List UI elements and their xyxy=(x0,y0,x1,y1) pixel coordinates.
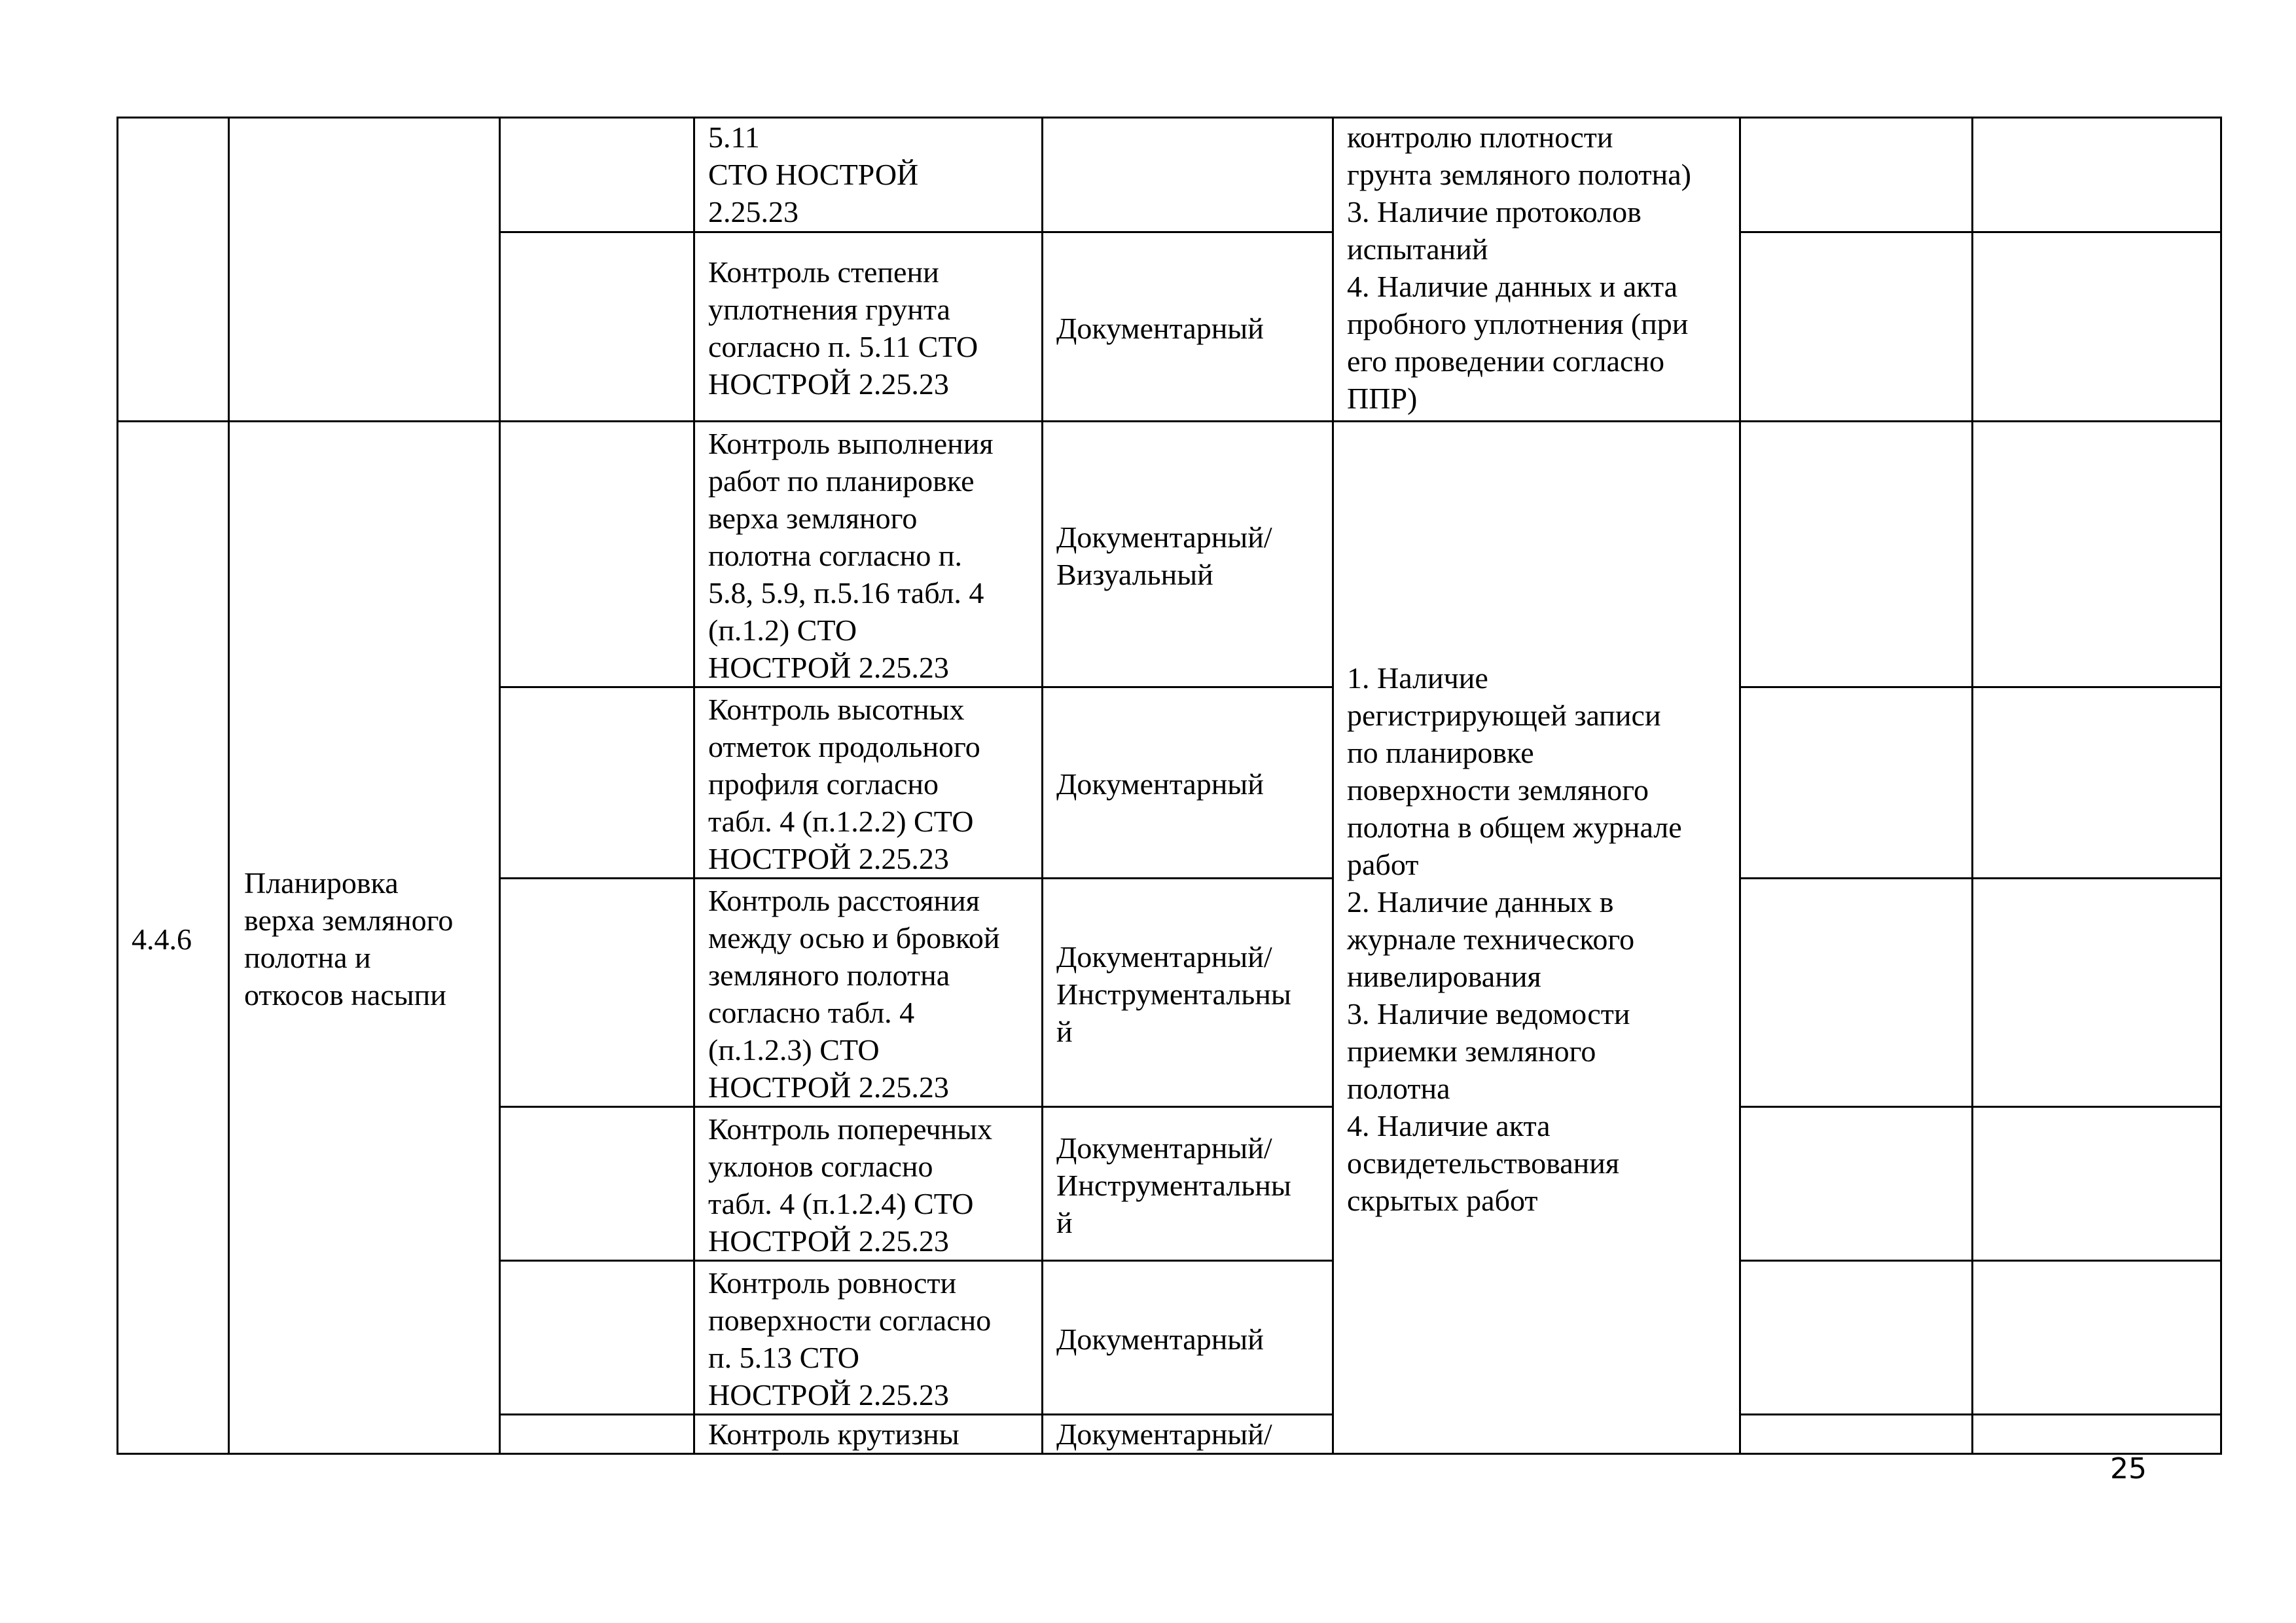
blank-cell xyxy=(1973,1261,2221,1415)
check-cell: Контроль высотных отметок продольного профиля согласно табл. 4 (п.1.2.2) СТО НОСТРОЙ 2.25.23 xyxy=(694,687,1043,879)
blank-cell xyxy=(1973,1415,2221,1454)
blank-cell xyxy=(500,879,694,1107)
check-cell: Контроль степени уплотнения грунта согласно п. 5.11 СТО НОСТРОЙ 2.25.23 xyxy=(694,232,1043,422)
check-cell: Контроль крутизны xyxy=(694,1415,1043,1454)
method-cell: Документарный xyxy=(1043,1261,1333,1415)
method-cell: Документарный/ Инструментальны й xyxy=(1043,1107,1333,1261)
check-cell: Контроль ровности поверхности согласно п. 5.13 СТО НОСТРОЙ 2.25.23 xyxy=(694,1261,1043,1415)
blank-cell xyxy=(500,1107,694,1261)
method-cell: Документарный xyxy=(1043,232,1333,422)
row-number-cell-empty xyxy=(118,118,229,422)
method-cell: Документарный xyxy=(1043,687,1333,879)
blank-cell xyxy=(500,232,694,422)
check-cell: Контроль выполнения работ по планировке верха земляного полотна согласно п. 5.8, 5.9, п.5.16 табл. 4 (п.1.2) СТО НОСТРОЙ 2.25.23 xyxy=(694,422,1043,687)
page-number: 25 xyxy=(2110,1452,2147,1486)
blank-cell xyxy=(1740,687,1973,879)
blank-cell xyxy=(1740,232,1973,422)
blank-cell xyxy=(1740,118,1973,232)
blank-cell xyxy=(1973,1107,2221,1261)
blank-cell xyxy=(1740,1107,1973,1261)
blank-cell xyxy=(500,1415,694,1454)
check-cell: Контроль поперечных уклонов согласно табл. 4 (п.1.2.4) СТО НОСТРОЙ 2.25.23 xyxy=(694,1107,1043,1261)
table-row xyxy=(118,422,2221,687)
blank-cell xyxy=(1973,879,2221,1107)
work-name-cell-empty xyxy=(229,118,500,422)
blank-cell xyxy=(1973,422,2221,687)
blank-cell xyxy=(1740,879,1973,1107)
blank-cell xyxy=(500,687,694,879)
method-cell xyxy=(1043,118,1333,232)
method-cell: Документарный/ Инструментальны й xyxy=(1043,879,1333,1107)
method-cell: Документарный/ xyxy=(1043,1415,1333,1454)
check-cell: 5.11 СТО НОСТРОЙ 2.25.23 xyxy=(694,118,1043,232)
blank-cell xyxy=(1740,1415,1973,1454)
method-cell: Документарный/ Визуальный xyxy=(1043,422,1333,687)
blank-cell xyxy=(500,1261,694,1415)
blank-cell xyxy=(1740,1261,1973,1415)
blank-cell xyxy=(1973,232,2221,422)
inspection-table xyxy=(117,117,2222,1455)
row-number-cell: 4.4.6 xyxy=(118,422,229,1454)
blank-cell xyxy=(500,118,694,232)
blank-cell xyxy=(1973,118,2221,232)
work-name-cell: Планировка верха земляного полотна и откосов насыпи xyxy=(229,422,500,1454)
check-cell: Контроль расстояния между осью и бровкой земляного полотна согласно табл. 4 (п.1.2.3) СТО НОСТРОЙ 2.25.23 xyxy=(694,879,1043,1107)
blank-cell xyxy=(1740,422,1973,687)
documents-cell: контролю плотности грунта земляного полотна) 3. Наличие протоколов испытаний 4. Наличие данных и акта пробного уплотнения (при его проведении согласно ППР) xyxy=(1333,118,1740,422)
blank-cell xyxy=(1973,687,2221,879)
blank-cell xyxy=(500,422,694,687)
documents-cell: 1. Наличие регистрирующей записи по планировке поверхности земляного полотна в общем журнале работ 2. Наличие данных в журнале технического нивелирования 3. Наличие ведомости приемки земляного полотна 4. Наличие акта освидетельствования скрытых работ xyxy=(1333,422,1740,1454)
table-row xyxy=(118,118,2221,232)
